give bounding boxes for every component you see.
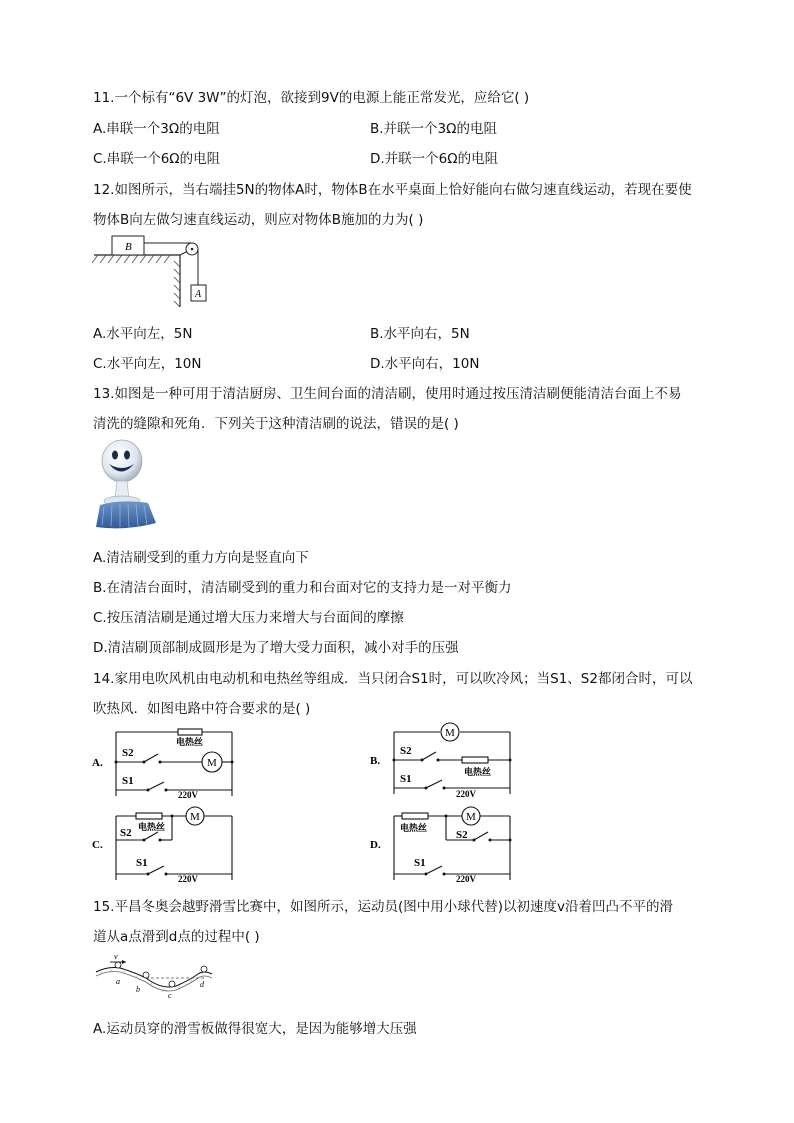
q14-circuit-b[interactable] (370, 722, 520, 798)
q13-option-a[interactable]: A.清洁刷受到的重力方向是竖直向下 (93, 550, 309, 566)
circuit-c-heater-label: 电热丝 (138, 822, 166, 832)
q14-circuit-d[interactable] (370, 804, 520, 884)
circuit-c-s2: S2 (120, 827, 132, 839)
q12-option-a[interactable]: A.水平向左，5N (93, 326, 193, 342)
circuit-d-s2: S2 (456, 829, 468, 841)
circuit-b-heater-label: 电热丝 (464, 767, 492, 777)
q15-d-label: d (200, 980, 204, 989)
circuit-b-letter: B. (370, 755, 381, 767)
circuit-c-voltage: 220V (178, 874, 198, 884)
circuit-c-motor: M (190, 811, 200, 823)
q14-circuit-a[interactable] (92, 728, 242, 800)
circuit-d-voltage: 220V (456, 874, 476, 884)
q15-v-label: v (114, 952, 118, 961)
q11-option-b[interactable]: B.并联一个3Ω的电阻 (370, 121, 497, 137)
circuit-a-voltage: 220V (178, 790, 198, 800)
q12-block-a-label: A (195, 289, 202, 300)
q15-option-a[interactable]: A.运动员穿的滑雪板做得很宽大，是因为能够增大压强 (93, 1021, 417, 1037)
q12-stem-line2: 物体B向左做匀速直线运动，则应对物体B施加的力为( ) (93, 212, 424, 228)
circuit-d-s1: S1 (414, 857, 426, 869)
q15-stem-line2: 道从a点滑到d点的过程中( ) (93, 929, 260, 945)
q14-circuit-c[interactable] (92, 804, 242, 884)
q13-stem-line1: 13.如图是一种可用于清洁厨房、卫生间台面的清洁刷，使用时通过按压清洁刷便能清洁台面上不易 (93, 386, 682, 402)
circuit-b-voltage: 220V (456, 789, 476, 798)
q13-stem-line2: 清洗的缝隙和死角．下列关于这种清洁刷的说法，错误的是( ) (93, 416, 459, 432)
q14-stem-line1: 14.家用电吹风机由电动机和电热丝等组成．当只闭合S1时，可以吹冷风；当S1、S2都闭合时，可以 (93, 671, 693, 687)
circuit-b-s1: S1 (400, 773, 412, 785)
q11-option-d[interactable]: D.并联一个6Ω的电阻 (370, 151, 499, 167)
circuit-c-letter: C. (92, 839, 103, 851)
circuit-a-s1: S1 (122, 775, 134, 787)
circuit-a-heater-label: 电热丝 (176, 737, 204, 747)
q13-option-c[interactable]: C.按压清洁刷是通过增大压力来增大与台面间的摩擦 (93, 610, 404, 626)
q14-stem-line2: 吹热风．如图电路中符合要求的是( ) (93, 701, 311, 717)
q13-option-b[interactable]: B.在清洁台面时，清洁刷受到的重力和台面对它的支持力是一对平衡力 (93, 580, 512, 596)
circuit-a-s2: S2 (122, 747, 134, 759)
q15-b-label: b (136, 985, 140, 994)
circuit-d-motor: M (466, 811, 476, 823)
q12-option-d[interactable]: D.水平向右，10N (370, 356, 480, 372)
circuit-a-letter: A. (92, 757, 103, 769)
circuit-d-letter: D. (370, 839, 381, 851)
circuit-b-s2: S2 (400, 745, 412, 757)
q15-c-label: c (168, 991, 172, 1000)
circuit-b-motor: M (445, 727, 455, 739)
q15-stem-line1: 15.平昌冬奥会越野滑雪比赛中，如图所示，运动员(图中用小球代替)以初速度v沿着凹凸不平的滑 (93, 899, 673, 915)
q15-a-label: a (116, 977, 120, 986)
q13-option-d[interactable]: D.清洁刷顶部制成圆形是为了增大受力面积，减小对手的压强 (93, 640, 459, 656)
circuit-c-s1: S1 (136, 857, 148, 869)
circuit-d-heater-label: 电热丝 (400, 823, 428, 833)
q11-option-a[interactable]: A.串联一个3Ω的电阻 (93, 121, 220, 137)
q12-option-b[interactable]: B.水平向右，5N (370, 326, 470, 342)
q12-block-b-label: B (125, 241, 132, 253)
circuit-a-motor: M (207, 757, 217, 769)
q13-cleaning-brush-image (92, 437, 158, 533)
q11-option-c[interactable]: C.串联一个6Ω的电阻 (93, 151, 221, 167)
q12-option-c[interactable]: C.水平向左，10N (93, 356, 202, 372)
q15-ski-track-figure (92, 950, 220, 1000)
q12-pulley-figure (92, 233, 222, 311)
q12-stem-line1: 12.如图所示，当右端挂5N的物体A时，物体B在水平桌面上恰好能向右做匀速直线运动，若现在要使 (93, 182, 692, 198)
q11-stem: 11.一个标有“6V 3W”的灯泡，欲接到9V的电源上能正常发光，应给它( ) (93, 90, 530, 106)
